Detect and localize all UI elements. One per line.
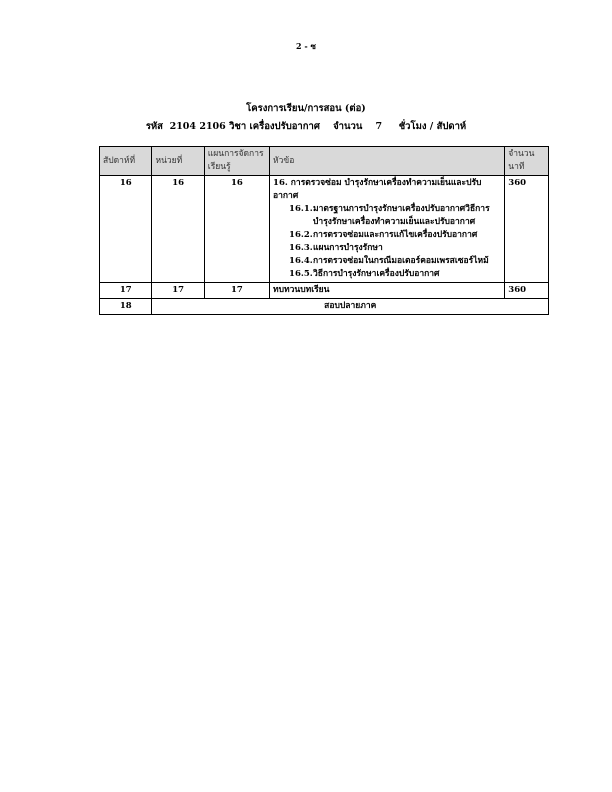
minutes-cell: 360 (505, 283, 549, 299)
subtopic-number: 16.2. (289, 230, 313, 240)
header-topic: หัวข้อ (270, 147, 505, 176)
topic-cell: ทบทวนบทเรียน (270, 283, 505, 299)
unit-cell: 16 (152, 176, 204, 283)
exam-row (100, 299, 549, 315)
week-cell: 18 (100, 299, 152, 315)
final-exam-cell: สอบปลายภาค (152, 299, 549, 315)
unit-cell: 17 (152, 283, 204, 299)
subtopic (273, 203, 501, 229)
subtopic-number: 16.4. (289, 256, 313, 266)
table-row (100, 176, 549, 283)
subtopic (273, 242, 501, 255)
subtopic-text: มาตรฐานการบำรุงรักษาเครื่องปรับอากาศวิธีการบำรุงรักษาเครื่องทำความเย็นและปรับอากาศ (313, 204, 490, 227)
table-header-row (100, 147, 549, 176)
subtopic-number: 16.1. (289, 204, 313, 214)
header-plan: แผนการจัดการเรียนรู้ (204, 147, 269, 176)
week-cell: 17 (100, 283, 152, 299)
page-number: 2 - ซ (296, 41, 316, 51)
subtopic-text: การตรวจซ่อมและการแก้ไขเครื่องปรับอากาศ (313, 230, 478, 240)
table-row (100, 283, 549, 299)
subtopic (273, 255, 501, 268)
header-week: สัปดาห์ที่ (100, 147, 152, 176)
subtopic (273, 229, 501, 242)
topic-main: 16. การตรวจซ่อม บำรุงรักษาเครื่องทำความเย็นและปรับอากาศ (273, 178, 482, 201)
subtopic-text: วิธีการบำรุงรักษาเครื่องปรับอากาศ (313, 269, 440, 279)
page-title: โครงการเรียน/การสอน (ต่อ) (246, 103, 366, 114)
subtopic-number: 16.3. (289, 243, 313, 253)
subtopic-text: การตรวจซ่อมในกรณีมอเตอร์คอมเพรสเซอร์ไหม้ (313, 256, 489, 266)
course-subtitle: รหัส 2104 2106 วิชา เครื่องปรับอากาศ จำนวน 7 ชั่วโมง / สัปดาห์ (145, 121, 467, 132)
topic-cell (270, 176, 505, 283)
schedule-table (99, 146, 549, 315)
subtopic-number: 16.5. (289, 269, 313, 279)
subtopic-text: แผนการบำรุงรักษา (313, 243, 383, 253)
subtopic (273, 268, 501, 281)
plan-cell: 17 (204, 283, 269, 299)
minutes-cell: 360 (505, 176, 549, 283)
week-cell: 16 (100, 176, 152, 283)
header-minutes: จำนวนนาที (505, 147, 549, 176)
header-unit: หน่วยที่ (152, 147, 204, 176)
plan-cell: 16 (204, 176, 269, 283)
